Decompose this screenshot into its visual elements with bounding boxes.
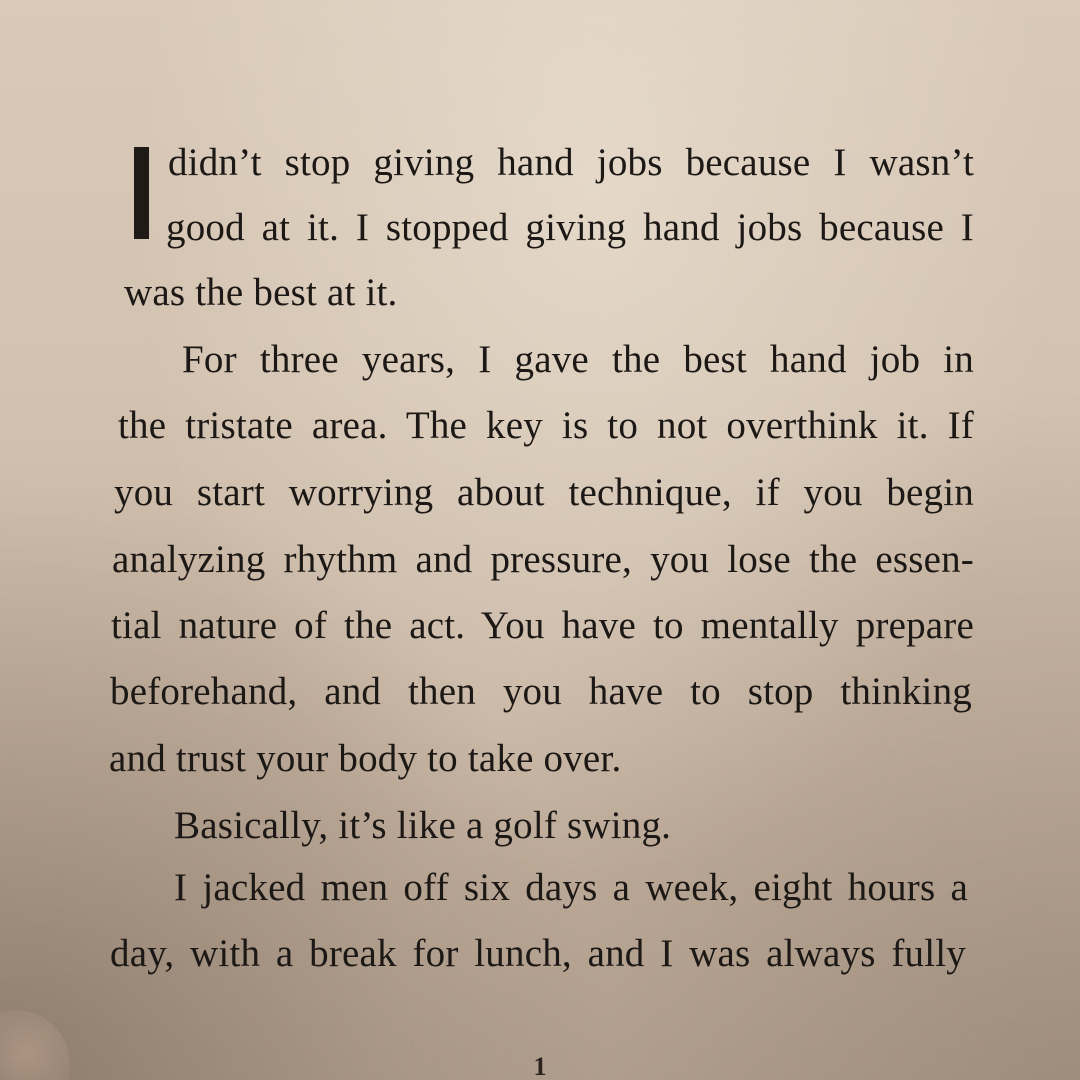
drop-cap	[134, 147, 149, 239]
text-line-9: beforehand, and then you have to stop thinking	[110, 670, 972, 713]
text-line-11: Basically, it’s like a golf swing.	[174, 804, 672, 847]
text-line-7: analyzing rhythm and pressure, you lose the essen-	[112, 538, 974, 581]
text-line-8: tial nature of the act. You have to mentally prepare	[111, 604, 974, 647]
drop-cap-letter	[134, 147, 135, 148]
text-line-13: day, with a break for lunch, and I was always fully	[110, 932, 966, 975]
text-line-5: the tristate area. The key is to not overthink it. If	[118, 404, 974, 447]
text-line-3: was the best at it.	[124, 271, 398, 314]
text-line-10: and trust your body to take over.	[109, 737, 622, 780]
text-line-6: you start worrying about technique, if you begin	[114, 471, 974, 514]
text-line-4: For three years, I gave the best hand job in	[182, 338, 974, 381]
text-line-1: didn’t stop giving hand jobs because I wasn’t	[168, 141, 974, 184]
thumb-shadow	[0, 1010, 70, 1080]
text-line-2: good at it. I stopped giving hand jobs because I	[166, 206, 974, 249]
page-number: 1	[533, 1052, 547, 1080]
text-line-12: I jacked men off six days a week, eight hours a	[174, 866, 968, 909]
